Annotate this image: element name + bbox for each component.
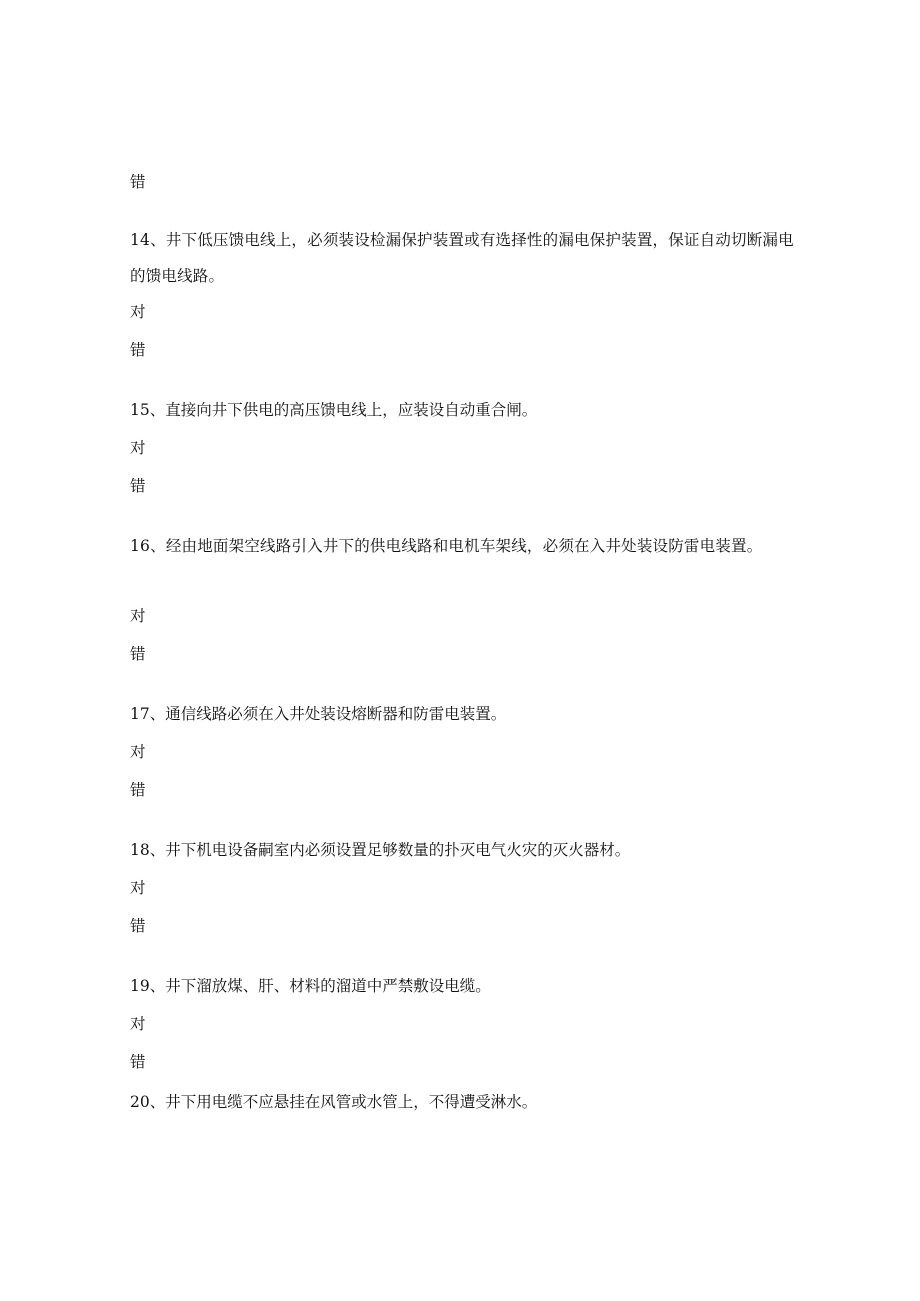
question-19-text: 19、井下溜放煤、肝、材料的溜道中严禁敷设电缆。 bbox=[130, 977, 491, 995]
question-17-option-false: 错 bbox=[130, 781, 146, 799]
option-wrong: 错 bbox=[130, 173, 146, 191]
question-15-text: 15、直接向井下供电的高压馈电线上，应装设自动重合闸。 bbox=[130, 401, 538, 419]
question-18-text: 18、井下机电设备嗣室内必须设置足够数量的扑灭电气火灾的灭火器材。 bbox=[130, 841, 631, 859]
question-14-option-true: 对 bbox=[130, 303, 146, 321]
question-16-text: 16、经由地面架空线路引入井下的供电线路和电机车架线，必须在入井处装设防雷电装置。 bbox=[130, 537, 763, 555]
question-18-option-false: 错 bbox=[130, 917, 146, 935]
question-15-option-true: 对 bbox=[130, 439, 146, 457]
question-16-option-true: 对 bbox=[130, 607, 146, 625]
question-18-option-true: 对 bbox=[130, 879, 146, 897]
question-16-option-false: 错 bbox=[130, 645, 146, 663]
question-17-option-true: 对 bbox=[130, 743, 146, 761]
question-17-text: 17、通信线路必须在入井处装设熔断器和防雷电装置。 bbox=[130, 705, 507, 723]
question-19-option-true: 对 bbox=[130, 1015, 146, 1033]
question-20-text: 20、井下用电缆不应悬挂在风管或水管上，不得遭受淋水。 bbox=[130, 1093, 538, 1111]
question-15-option-false: 错 bbox=[130, 477, 146, 495]
question-14-text: 14、井下低压馈电线上，必须装设检漏保护装置或有选择性的漏电保护装置，保证自动切断漏电的馈电线路。 bbox=[130, 231, 794, 285]
question-14-option-false: 错 bbox=[130, 341, 146, 359]
question-19-option-false: 错 bbox=[130, 1053, 146, 1071]
